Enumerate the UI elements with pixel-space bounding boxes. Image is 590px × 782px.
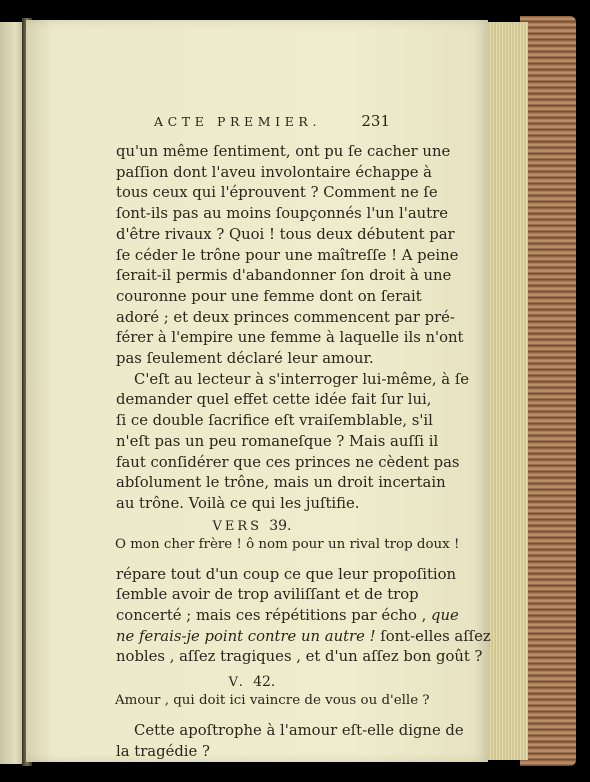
text-line: paſſion dont l'aveu involontaire échappe à	[116, 163, 433, 181]
italic-quote: ne ferais-je point contre un autre !	[116, 627, 376, 645]
verse-number: 42.	[253, 674, 276, 691]
verse-quote-39: O mon cher frère ! ô nom pour un rival trop doux !	[115, 536, 460, 552]
text-segment: concerté ; mais ces répétitions par écho ,	[116, 607, 427, 625]
text-line: Cette apoſtrophe à l'amour eſt-elle digne de	[134, 722, 464, 740]
verse-label: VERS	[212, 518, 263, 534]
text-line: n'eſt pas un peu romaneſque ? Mais auſſi il	[116, 432, 439, 450]
text-line: demander quel effet cette idée fait ſur lui,	[116, 391, 432, 409]
verse-heading-42	[116, 674, 388, 690]
text-line: C'eſt au lecteur à s'interroger lui-même, à ſe	[134, 370, 470, 388]
book-page	[26, 20, 491, 762]
text-line: adoré ; et deux princes commencent par pré-	[116, 308, 455, 326]
running-header	[154, 112, 390, 130]
paragraph-2	[116, 370, 470, 515]
paragraph-4	[116, 721, 464, 762]
text-line: abſolument le trône, mais un droit incertain	[116, 474, 446, 492]
text-line	[116, 606, 459, 627]
text-line	[116, 627, 491, 648]
text-line: d'être rivaux ? Quoi ! tous deux débutent par	[116, 225, 455, 243]
page-number: 231	[361, 112, 390, 130]
text-line: pas ſeulement déclaré leur amour.	[116, 350, 374, 368]
verse-number: 39.	[269, 517, 292, 534]
verse-heading-39	[116, 518, 388, 534]
verse-label: V.	[228, 675, 246, 691]
text-line: ſe céder le trône pour une maîtreſſe ! A peine	[116, 246, 459, 264]
text-line: ſi ce double ſacrifice eſt vraiſemblable, s'il	[116, 412, 433, 430]
paragraph-1	[116, 142, 464, 370]
paragraph-3	[116, 565, 491, 669]
text-line: nobles , aſſez tragiques , et d'un aſſez bon goût ?	[116, 648, 483, 666]
verse-quote-42: Amour , qui doit ici vaincre de vous ou d'elle ?	[115, 693, 430, 709]
text-line: au trône. Voilà ce qui les juſtifie.	[116, 494, 360, 512]
text-line: couronne pour une femme dont on ſerait	[116, 287, 422, 305]
text-segment: ſont-elles aſſez	[380, 627, 491, 645]
text-line: ſerait-il permis d'abandonner ſon droit à une	[116, 267, 452, 285]
book-cover-edge	[520, 16, 576, 766]
page-text	[115, 112, 491, 763]
text-line: ſemble avoir de trop aviliſſant et de trop	[116, 586, 419, 604]
text-line: faut conſidérer que ces princes ne cèdent pas	[116, 453, 460, 471]
running-title: ACTE PREMIER.	[154, 114, 322, 129]
text-line: ſont-ils pas au moins ſoupçonnés l'un l'autre	[116, 205, 448, 223]
text-line: répare tout d'un coup ce que leur propoſition	[116, 565, 457, 583]
text-line: qu'un même ſentiment, ont pu ſe cacher une	[116, 143, 451, 160]
page-block-edges	[484, 22, 528, 760]
italic-quote: que	[431, 607, 459, 625]
text-line: férer à l'empire une femme à laquelle ils n'ont	[116, 329, 464, 347]
text-line: tous ceux qui l'éprouvent ? Comment ne ſe	[116, 184, 438, 202]
text-line: la tragédie ?	[116, 742, 210, 760]
